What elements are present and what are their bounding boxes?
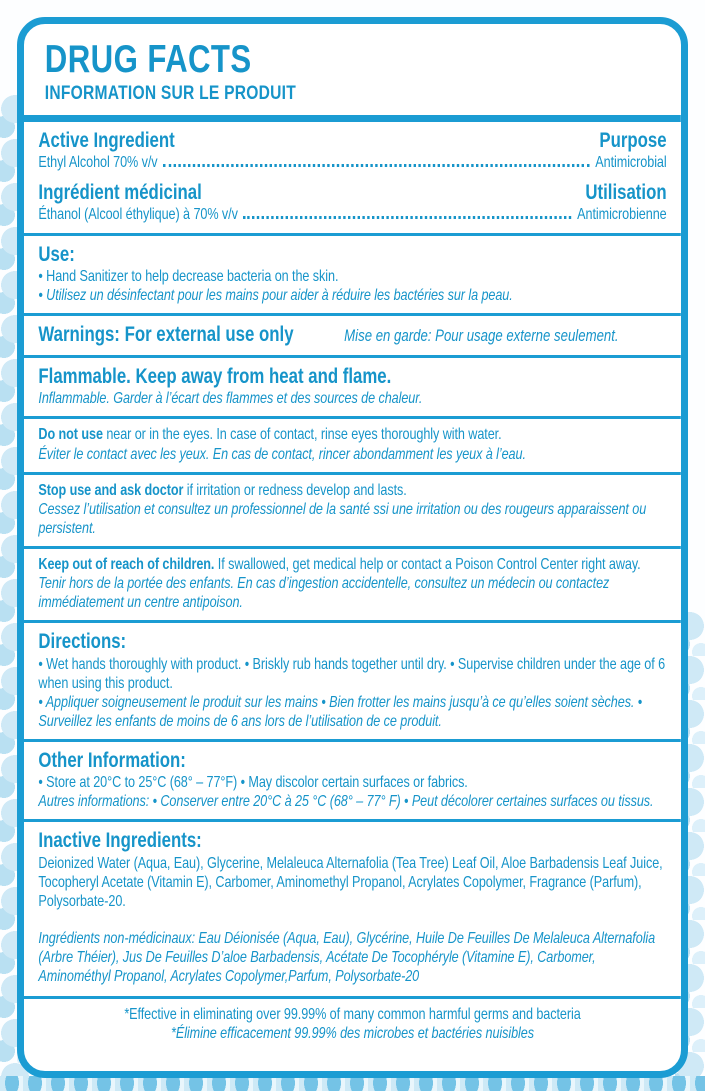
keep-out-section xyxy=(24,546,681,620)
use-bullet-en: • Hand Sanitizer to help decrease bacteria on the skin. xyxy=(38,267,339,285)
active-ingredient-heading-fr: Ingrédient médicinal xyxy=(38,181,202,205)
purpose-heading-en: Purpose xyxy=(599,129,667,152)
label-content xyxy=(24,24,681,1051)
directions-en: • Wet hands thoroughly with product. • Briskly rub hands together until dry. • Supervise children under the age of 6 when using this product. xyxy=(38,655,666,692)
use-bullet-fr: • Utilisez un désinfectant pour les mains pour aider à réduire les bactéries sur la peau. xyxy=(38,286,513,304)
inactive-ingredients-heading: Inactive Ingredients: xyxy=(38,829,202,853)
active-ingredient-fr-row xyxy=(38,205,666,224)
page-subtitle: INFORMATION SUR LE PRODUIT xyxy=(44,82,297,104)
warnings-text-fr: Mise en garde: Pour usage externe seulement. xyxy=(344,327,619,345)
do-not-use-fr: Éviter le contact avec les yeux. En cas de contact, rincer abondamment les yeux à l’eau. xyxy=(38,445,526,463)
flammable-heading-en: Flammable. Keep away from heat and flame. xyxy=(38,365,392,389)
use-section xyxy=(24,233,681,313)
ingredient-name-fr: Éthanol (Alcool éthylique) à 70% v/v xyxy=(38,206,238,224)
directions-fr: • Appliquer soigneusement le produit sur les mains • Bien frotter les mains jusqu’à ce qu’elles soient sèches. • Surveillez les enfants de moins de 6 ans lors de l’utilisation de ce produit. xyxy=(38,693,643,730)
active-ingredient-section xyxy=(24,115,681,233)
directions-section xyxy=(24,620,681,739)
do-not-use-section xyxy=(24,416,681,471)
inactive-ingredients-fr: Ingrédients non-médicinaux: Eau Déionisée (Aqua, Eau), Glycérine, Huile De Feuilles De Melaleuca Alternafolia (Arbre Théier), Jus De Feuilles D’aloe Barbadensis, Acétate De Tocophéryle (Vitamine E), Carbomer, Aminométhyl Propanol, Acrylates Copolymer,Parfum, Polysorbate-20 xyxy=(38,929,656,986)
stop-use-en xyxy=(38,481,666,500)
keep-out-fr: Tenir hors de la portée des enfants. En cas d’ingestion accidentelle, consultez un médecin ou contactez immédiatement un centre antipoison. xyxy=(38,575,610,612)
inactive-ingredients-section xyxy=(24,819,681,996)
keep-out-en xyxy=(38,555,666,574)
stop-use-section xyxy=(24,472,681,546)
bottom-stripe-pattern xyxy=(0,1076,705,1091)
directions-heading: Directions: xyxy=(38,630,127,654)
footnote-section xyxy=(24,996,681,1051)
other-information-en: • Store at 20°C to 25°C (68° – 77°F) • May discolor certain surfaces or fabrics. xyxy=(38,774,468,792)
footnote-fr: *Élimine efficacement 99.99% des microbes et bactéries nuisibles xyxy=(171,1025,534,1043)
keep-out-rest: If swallowed, get medical help or contact a Poison Control Center right away. xyxy=(214,556,641,574)
active-ingredient-en-row xyxy=(38,153,666,172)
active-ingredient-fr-headings xyxy=(38,180,666,205)
inactive-ingredients-en: Deionized Water (Aqua, Eau), Glycerine, Melaleuca Alternafolia (Tea Tree) Leaf Oil, Aloe Barbadensis Leaf Juice, Tocopheryl Acetate (Vitamin E), Carbomer, Aminomethyl Propanol, Acrylates Copolymer, Fragrance (Parfum), Polysorbate-20. xyxy=(38,854,663,910)
purpose-value-en: Antimicrobial xyxy=(595,154,667,172)
dotted-leader xyxy=(243,216,571,219)
header-section xyxy=(24,24,681,115)
keep-out-lead: Keep out of reach of children. xyxy=(38,556,215,574)
warnings-section xyxy=(24,313,681,355)
ingredient-name-en: Ethyl Alcohol 70% v/v xyxy=(38,154,158,172)
other-information-section xyxy=(24,739,681,819)
drug-facts-label xyxy=(17,17,688,1078)
other-information-fr: Autres informations: • Conserver entre 20°C à 25 °C (68° – 77° F) • Peut décolorer certaines surfaces ou tissus. xyxy=(38,793,654,811)
spacer xyxy=(38,911,666,929)
footnote-en: *Effective in eliminating over 99.99% of many common harmful germs and bacteria xyxy=(124,1006,581,1024)
active-ingredient-en-headings xyxy=(38,128,666,153)
stop-use-lead: Stop use and ask doctor xyxy=(38,481,184,499)
stop-use-rest: if irritation or redness develop and lasts. xyxy=(183,481,407,499)
dotted-leader xyxy=(163,164,590,167)
warnings-heading-en: Warnings: For external use only xyxy=(38,323,294,346)
flammable-section xyxy=(24,355,681,416)
do-not-use-en xyxy=(38,425,666,444)
other-information-heading: Other Information: xyxy=(38,748,186,772)
stop-use-fr: Cessez l’utilisation et consultez un professionnel de la santé ssi une irritation ou des rougeurs apparaissent ou persistent. xyxy=(38,500,647,537)
purpose-value-fr: Antimicrobienne xyxy=(577,206,667,224)
spacer xyxy=(38,172,666,180)
page-title: DRUG FACTS xyxy=(44,38,252,81)
do-not-use-lead: Do not use xyxy=(38,426,103,444)
use-heading: Use: xyxy=(38,242,75,266)
purpose-heading-fr: Utilisation xyxy=(585,181,667,205)
flammable-text-fr: Inflammable. Garder à l’écart des flammes et des sources de chaleur. xyxy=(38,390,423,408)
do-not-use-rest: near or in the eyes. In case of contact, rinse eyes thoroughly with water. xyxy=(102,426,502,444)
active-ingredient-heading-en: Active Ingredient xyxy=(38,129,175,152)
